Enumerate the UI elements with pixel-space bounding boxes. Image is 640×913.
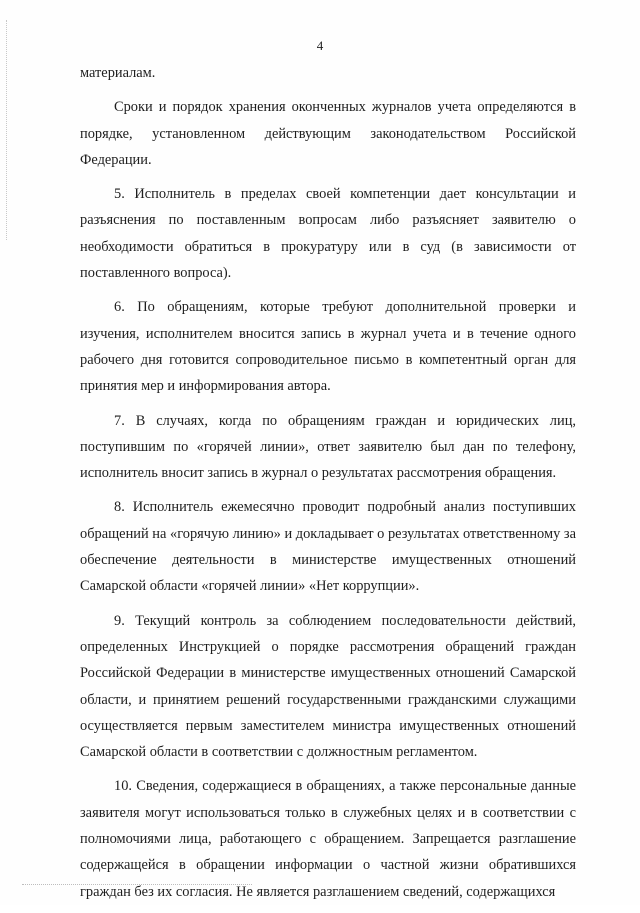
page-number: 4 bbox=[316, 38, 324, 53]
paragraph-item-5: 5. Исполнитель в пределах своей компетенции дает консультации и разъяснения по поставленным вопросам либо разъясняет заявителю о необходимости обратиться в прокуратуру или в суд (в зависимости от поставленного вопроса). bbox=[80, 186, 576, 282]
document-body bbox=[80, 60, 576, 913]
paragraph-item-7: 7. В случаях, когда по обращениям граждан и юридических лиц, поступившим по «горячей линии», ответ заявителю был дан по телефону, исполнитель вносит запись в журнал о результатах рассмотрения обращения. bbox=[80, 412, 576, 482]
paragraph-item-8: 8. Исполнитель ежемесячно проводит подробный анализ поступивших обращений на «горячую линию» и докладывает о результатах ответственному за обеспечение деятельности в министерстве имущественных отношений Самарской области «горячей линии» «Нет коррупции». bbox=[80, 499, 576, 595]
paragraph-item-6: 6. По обращениям, которые требуют дополнительной проверки и изучения, исполнителем вносится запись в журнал учета и в течение одного рабочего дня готовится сопроводительное письмо в компетентный орган для принятия мер и информирования автора. bbox=[80, 299, 576, 395]
paragraph-continuation: материалам. bbox=[80, 65, 156, 81]
paragraph-item-9: 9. Текущий контроль за соблюдением последовательности действий, определенных Инструкцией о порядке рассмотрения обращений граждан Российской Федерации в министерстве имущественных отношений Самарской области, и принятием решений государственными гражданскими служащими осуществляется первым заместителем министра имущественных отношений Самарской области в соответствии с должностным регламентом. bbox=[80, 612, 576, 761]
paragraph-storage-terms: Сроки и порядок хранения оконченных журналов учета определяются в порядке, установленном действующим законодательством Российской Федерации. bbox=[80, 99, 576, 168]
scan-edge-bottom bbox=[22, 884, 252, 886]
paragraph-item-10: 10. Сведения, содержащиеся в обращениях, а также персональные данные заявителя могут использоваться только в служебных целях и в соответствии с полномочиями лица, работающего с обращением. Запрещается разглашение содержащейся в обращении информации о частной жизни обратившихся граждан без их согласия. Не является разглашением сведений, содержащихся bbox=[80, 778, 576, 900]
